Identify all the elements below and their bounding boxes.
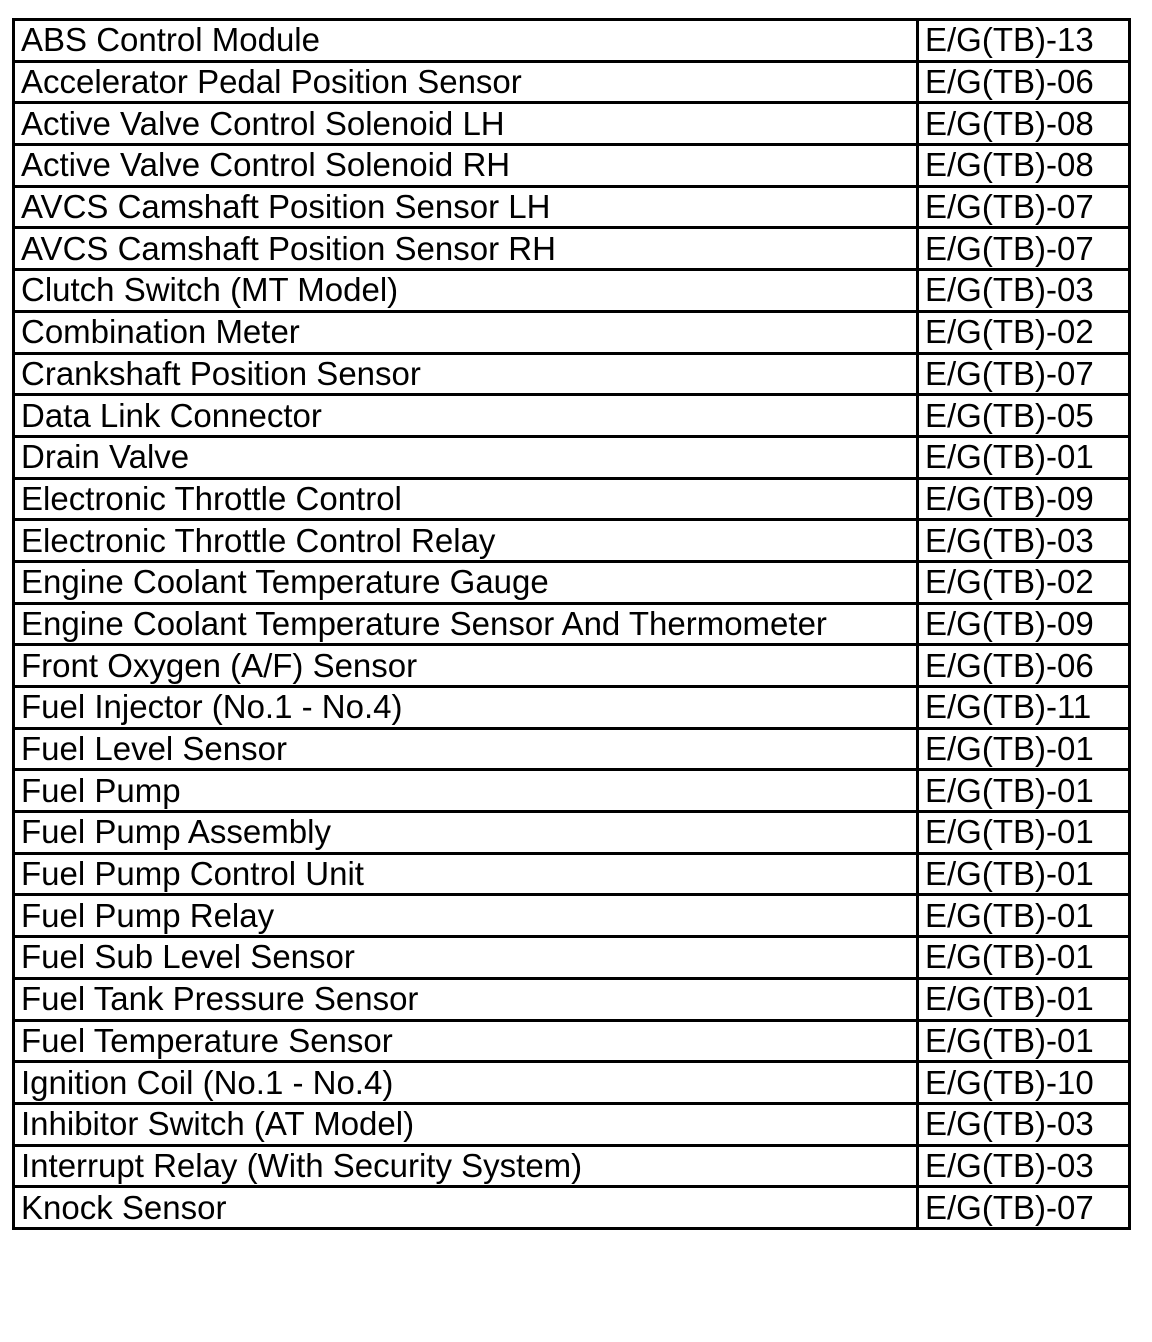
component-index-body — [14, 20, 1130, 1229]
component-name-cell: Fuel Pump Assembly — [14, 812, 918, 854]
diagram-reference-cell: E/G(TB)-02 — [918, 561, 1130, 603]
table-row — [14, 103, 1130, 145]
diagram-reference-cell: E/G(TB)-03 — [918, 1103, 1130, 1145]
component-name-cell: Electronic Throttle Control — [14, 478, 918, 520]
component-name-cell: Engine Coolant Temperature Sensor And Thermometer — [14, 603, 918, 645]
diagram-reference-cell: E/G(TB)-10 — [918, 1062, 1130, 1104]
diagram-reference-cell: E/G(TB)-01 — [918, 770, 1130, 812]
diagram-reference-cell: E/G(TB)-02 — [918, 311, 1130, 353]
table-row — [14, 853, 1130, 895]
component-name-cell: AVCS Camshaft Position Sensor RH — [14, 228, 918, 270]
diagram-reference-cell: E/G(TB)-01 — [918, 853, 1130, 895]
diagram-reference-cell: E/G(TB)-08 — [918, 145, 1130, 187]
table-row — [14, 520, 1130, 562]
diagram-reference-cell: E/G(TB)-06 — [918, 61, 1130, 103]
diagram-reference-cell: E/G(TB)-01 — [918, 436, 1130, 478]
diagram-reference-cell: E/G(TB)-01 — [918, 937, 1130, 979]
component-index-table — [12, 18, 1131, 1230]
diagram-reference-cell: E/G(TB)-07 — [918, 353, 1130, 395]
component-name-cell: Fuel Level Sensor — [14, 728, 918, 770]
table-row — [14, 186, 1130, 228]
component-name-cell: Combination Meter — [14, 311, 918, 353]
diagram-reference-cell: E/G(TB)-09 — [918, 478, 1130, 520]
table-row — [14, 937, 1130, 979]
table-row — [14, 1020, 1130, 1062]
table-row — [14, 228, 1130, 270]
table-row — [14, 270, 1130, 312]
component-name-cell: Data Link Connector — [14, 395, 918, 437]
diagram-reference-cell: E/G(TB)-06 — [918, 645, 1130, 687]
table-row — [14, 61, 1130, 103]
component-name-cell: ABS Control Module — [14, 20, 918, 62]
diagram-reference-cell: E/G(TB)-03 — [918, 520, 1130, 562]
component-name-cell: Accelerator Pedal Position Sensor — [14, 61, 918, 103]
component-name-cell: Active Valve Control Solenoid LH — [14, 103, 918, 145]
component-name-cell: Active Valve Control Solenoid RH — [14, 145, 918, 187]
table-row — [14, 687, 1130, 729]
table-row — [14, 1062, 1130, 1104]
diagram-reference-cell: E/G(TB)-11 — [918, 687, 1130, 729]
diagram-reference-cell: E/G(TB)-07 — [918, 1187, 1130, 1229]
component-name-cell: Drain Valve — [14, 436, 918, 478]
component-name-cell: Ignition Coil (No.1 - No.4) — [14, 1062, 918, 1104]
table-row — [14, 603, 1130, 645]
table-row — [14, 895, 1130, 937]
component-name-cell: Fuel Temperature Sensor — [14, 1020, 918, 1062]
component-name-cell: Crankshaft Position Sensor — [14, 353, 918, 395]
component-name-cell: Front Oxygen (A/F) Sensor — [14, 645, 918, 687]
component-name-cell: Clutch Switch (MT Model) — [14, 270, 918, 312]
component-name-cell: Fuel Pump — [14, 770, 918, 812]
table-row — [14, 1103, 1130, 1145]
diagram-reference-cell: E/G(TB)-01 — [918, 812, 1130, 854]
diagram-reference-cell: E/G(TB)-07 — [918, 228, 1130, 270]
diagram-reference-cell: E/G(TB)-05 — [918, 395, 1130, 437]
diagram-reference-cell: E/G(TB)-03 — [918, 1145, 1130, 1187]
table-row — [14, 978, 1130, 1020]
component-name-cell: Fuel Injector (No.1 - No.4) — [14, 687, 918, 729]
table-row — [14, 311, 1130, 353]
table-row — [14, 478, 1130, 520]
table-row — [14, 1145, 1130, 1187]
table-row — [14, 20, 1130, 62]
table-row — [14, 436, 1130, 478]
component-name-cell: AVCS Camshaft Position Sensor LH — [14, 186, 918, 228]
component-name-cell: Fuel Sub Level Sensor — [14, 937, 918, 979]
diagram-reference-cell: E/G(TB)-07 — [918, 186, 1130, 228]
component-name-cell: Inhibitor Switch (AT Model) — [14, 1103, 918, 1145]
component-name-cell: Fuel Pump Control Unit — [14, 853, 918, 895]
diagram-reference-cell: E/G(TB)-01 — [918, 1020, 1130, 1062]
component-name-cell: Electronic Throttle Control Relay — [14, 520, 918, 562]
table-row — [14, 353, 1130, 395]
diagram-reference-cell: E/G(TB)-01 — [918, 728, 1130, 770]
component-name-cell: Fuel Pump Relay — [14, 895, 918, 937]
component-name-cell: Interrupt Relay (With Security System) — [14, 1145, 918, 1187]
component-name-cell: Fuel Tank Pressure Sensor — [14, 978, 918, 1020]
table-row — [14, 728, 1130, 770]
diagram-reference-cell: E/G(TB)-09 — [918, 603, 1130, 645]
table-row — [14, 1187, 1130, 1229]
component-name-cell: Knock Sensor — [14, 1187, 918, 1229]
component-name-cell: Engine Coolant Temperature Gauge — [14, 561, 918, 603]
table-row — [14, 812, 1130, 854]
diagram-reference-cell: E/G(TB)-13 — [918, 20, 1130, 62]
table-row — [14, 561, 1130, 603]
diagram-reference-cell: E/G(TB)-01 — [918, 895, 1130, 937]
table-row — [14, 770, 1130, 812]
diagram-reference-cell: E/G(TB)-08 — [918, 103, 1130, 145]
table-row — [14, 395, 1130, 437]
table-row — [14, 145, 1130, 187]
table-row — [14, 645, 1130, 687]
diagram-reference-cell: E/G(TB)-01 — [918, 978, 1130, 1020]
diagram-reference-cell: E/G(TB)-03 — [918, 270, 1130, 312]
